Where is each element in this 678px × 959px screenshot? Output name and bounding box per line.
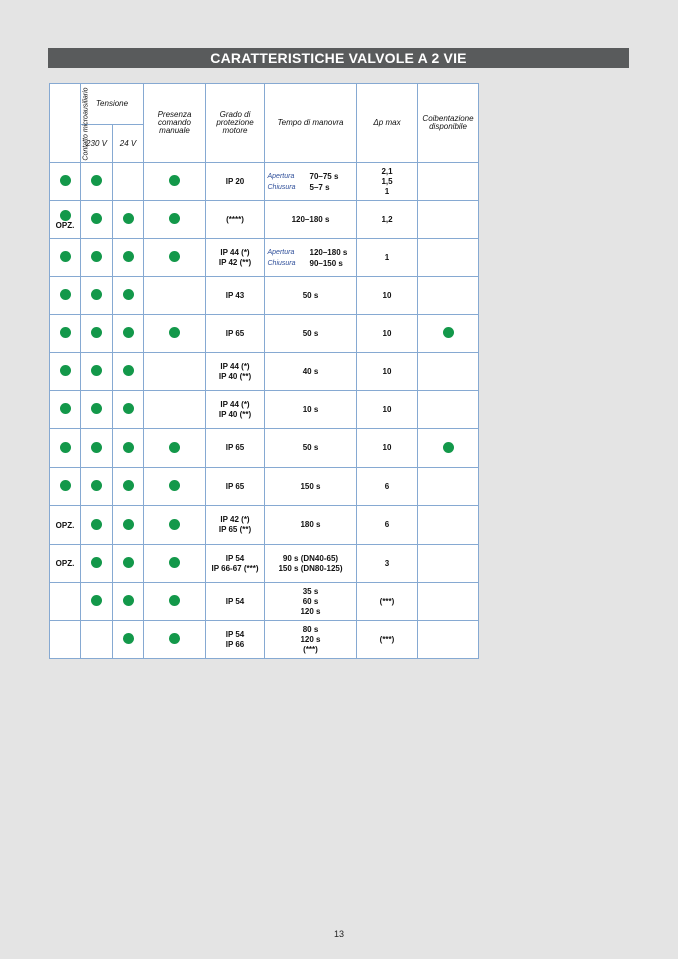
cell-24v (113, 239, 144, 277)
cell-insulation (418, 315, 479, 353)
ip-values (206, 362, 264, 382)
cell-time (265, 506, 357, 545)
cell-230v (81, 429, 113, 468)
cell-insulation (418, 239, 479, 277)
dp-value: (***) (379, 634, 395, 644)
feature-dot (91, 365, 102, 376)
time-value: 40 s (302, 366, 319, 376)
page-number: 13 (333, 929, 344, 939)
ip-value: IP 43 (225, 290, 245, 300)
cell-230v (81, 163, 113, 201)
time-values (265, 405, 356, 415)
ip-values (206, 291, 264, 301)
cell-24v (113, 201, 144, 239)
header-microswitch (50, 84, 90, 163)
cell-time (265, 468, 357, 506)
time-values (265, 520, 356, 530)
closing-time: 5–7 s (309, 182, 330, 192)
opening-label: Apertura (267, 248, 295, 256)
header-230v: 230 V (81, 125, 113, 163)
cell-24v (113, 353, 144, 391)
feature-dot (91, 289, 102, 300)
cell-insulation (418, 277, 479, 315)
ip-value: (****) (226, 214, 244, 224)
cell-microswitch (50, 277, 81, 315)
feature-dot (60, 289, 71, 300)
ip-value: IP 54 (225, 553, 245, 563)
cell-microswitch (50, 353, 81, 391)
time-values (265, 587, 356, 617)
ip-value: IP 42 (**) (218, 257, 252, 267)
header-insulation: Coibentazione disponibile (418, 84, 479, 163)
cell-24v (113, 163, 144, 201)
dp-values (357, 443, 417, 453)
cell-ip (206, 506, 265, 545)
cell-ip (206, 583, 265, 621)
dp-value: 6 (384, 481, 390, 491)
dp-value: 10 (382, 290, 392, 300)
dp-values (357, 559, 417, 569)
ip-value: IP 44 (*) (220, 399, 250, 409)
time-value: 60 s (302, 596, 319, 606)
cell-230v (81, 353, 113, 391)
dp-values (357, 367, 417, 377)
feature-dot (443, 442, 454, 453)
microswitch-option (50, 210, 80, 230)
dp-values (357, 167, 417, 197)
cell-230v (81, 277, 113, 315)
dp-value: 6 (384, 520, 390, 529)
feature-dot (123, 213, 134, 224)
time-value: 120–180 s (291, 214, 330, 224)
closing-time: 90–150 s (309, 258, 343, 268)
table-row (50, 391, 479, 429)
ip-value: IP 40 (**) (218, 409, 252, 419)
table-row (50, 315, 479, 353)
table-row (50, 353, 479, 391)
dp-value: 10 (382, 443, 392, 452)
ip-value: IP 42 (*) (220, 515, 250, 524)
cell-microswitch (50, 545, 81, 583)
cell-manual (144, 468, 206, 506)
cell-insulation (418, 583, 479, 621)
feature-dot (60, 175, 71, 186)
feature-dot (91, 595, 102, 606)
ip-values (206, 329, 264, 339)
feature-dot (123, 595, 134, 606)
ip-value: IP 65 (225, 328, 245, 338)
cell-dp (357, 315, 418, 353)
opening-time: 120–180 s (309, 247, 348, 257)
feature-dot (91, 403, 102, 414)
ip-values (206, 177, 264, 187)
ip-value: IP 65 (**) (218, 525, 252, 534)
ip-value: IP 54 (225, 629, 245, 639)
feature-dot (91, 213, 102, 224)
cell-24v (113, 506, 144, 545)
table-row (50, 545, 479, 583)
cell-24v (113, 468, 144, 506)
valve-spec-table (49, 83, 479, 659)
cell-230v (81, 391, 113, 429)
feature-dot (91, 327, 102, 338)
cell-insulation (418, 506, 479, 545)
cell-insulation (418, 353, 479, 391)
time-values (265, 215, 356, 225)
feature-dot (123, 633, 134, 644)
table-body (50, 163, 479, 659)
feature-dot (123, 365, 134, 376)
feature-dot (169, 519, 180, 530)
feature-dot (123, 480, 134, 491)
dp-value: 3 (384, 558, 390, 568)
table-row (50, 201, 479, 239)
dp-value: 1,5 (381, 176, 393, 186)
dp-value: 10 (382, 404, 392, 414)
feature-dot (169, 595, 180, 606)
time-value: 120 s (300, 634, 321, 644)
time-values (265, 482, 356, 492)
page-title: CARATTERISTICHE VALVOLE A 2 VIE (48, 48, 629, 68)
cell-manual (144, 391, 206, 429)
table-row (50, 429, 479, 468)
cell-microswitch (50, 506, 81, 545)
header-tension: Tensione (81, 84, 144, 125)
cell-time (265, 201, 357, 239)
feature-dot (91, 557, 102, 568)
cell-manual (144, 621, 206, 659)
feature-dot (169, 442, 180, 453)
cell-microswitch (50, 163, 81, 201)
table-row (50, 506, 479, 545)
dp-value: 1,2 (381, 214, 393, 224)
ip-value: IP 66 (225, 639, 245, 649)
cell-230v (81, 239, 113, 277)
cell-microswitch (50, 621, 81, 659)
cell-ip (206, 391, 265, 429)
ip-value: IP 40 (**) (218, 371, 252, 381)
ip-value: IP 65 (225, 481, 245, 491)
cell-microswitch (50, 429, 81, 468)
feature-dot (91, 442, 102, 453)
cell-ip (206, 353, 265, 391)
cell-230v (81, 506, 113, 545)
cell-insulation (418, 391, 479, 429)
cell-microswitch (50, 239, 81, 277)
feature-dot (169, 175, 180, 186)
ip-value: IP 44 (*) (220, 247, 250, 257)
cell-manual (144, 163, 206, 201)
cell-time (265, 583, 357, 621)
time-values (265, 554, 356, 574)
cell-microswitch (50, 468, 81, 506)
cell-dp (357, 429, 418, 468)
cell-ip (206, 315, 265, 353)
cell-microswitch (50, 583, 81, 621)
time-values (265, 443, 356, 453)
dp-values (357, 291, 417, 301)
feature-dot (123, 327, 134, 338)
cell-dp (357, 468, 418, 506)
feature-dot (169, 251, 180, 262)
cell-dp (357, 583, 418, 621)
cell-dp (357, 163, 418, 201)
ip-value: IP 44 (*) (220, 361, 250, 371)
feature-dot (169, 213, 180, 224)
feature-dot (169, 480, 180, 491)
feature-dot (123, 289, 134, 300)
opening-time: 70–75 s (309, 171, 339, 181)
feature-dot (443, 327, 454, 338)
cell-24v (113, 583, 144, 621)
dp-values (357, 520, 417, 530)
cell-insulation (418, 163, 479, 201)
cell-ip (206, 239, 265, 277)
header-ip: Grado di protezione motore (206, 84, 265, 163)
cell-insulation (418, 468, 479, 506)
open-close-times (268, 248, 354, 268)
cell-insulation (418, 429, 479, 468)
time-value: 35 s (302, 586, 319, 596)
ip-values (206, 215, 264, 225)
table-row (50, 583, 479, 621)
header-manual: Presenza comando manuale (144, 84, 206, 163)
feature-dot (60, 365, 71, 376)
dp-value: 1 (384, 186, 390, 196)
cell-dp (357, 545, 418, 583)
cell-time (265, 391, 357, 429)
cell-dp (357, 353, 418, 391)
cell-ip (206, 621, 265, 659)
feature-dot (91, 251, 102, 262)
cell-230v (81, 315, 113, 353)
closing-label: Chiusura (267, 259, 296, 267)
time-value: 80 s (302, 624, 319, 634)
time-value: 90 s (DN40-65) (282, 553, 339, 563)
cell-time (265, 277, 357, 315)
cell-microswitch (50, 391, 81, 429)
time-values (265, 329, 356, 339)
header-microswitch-label: Contatto microausiliario (82, 86, 90, 161)
cell-insulation (418, 545, 479, 583)
cell-dp (357, 391, 418, 429)
header-row (50, 84, 479, 125)
opz-label: OPZ. (55, 520, 75, 530)
cell-ip (206, 545, 265, 583)
cell-dp (357, 239, 418, 277)
ip-value: IP 20 (225, 176, 245, 186)
feature-dot (60, 480, 71, 491)
feature-dot (169, 557, 180, 568)
dp-values (357, 215, 417, 225)
dp-values (357, 635, 417, 645)
cell-230v (81, 583, 113, 621)
dp-value: 1 (384, 252, 390, 262)
table-row (50, 163, 479, 201)
table-row (50, 277, 479, 315)
feature-dot (91, 519, 102, 530)
cell-time (265, 163, 357, 201)
time-values (265, 291, 356, 301)
cell-time (265, 353, 357, 391)
time-value: 10 s (302, 404, 319, 414)
ip-values (206, 597, 264, 607)
cell-230v (81, 201, 113, 239)
table-row (50, 468, 479, 506)
feature-dot (91, 175, 102, 186)
ip-value: IP 66-67 (***) (211, 563, 259, 573)
cell-24v (113, 621, 144, 659)
ip-values (206, 443, 264, 453)
feature-dot (123, 403, 134, 414)
dp-value: 2,1 (381, 166, 393, 176)
cell-manual (144, 239, 206, 277)
cell-manual (144, 583, 206, 621)
cell-manual (144, 545, 206, 583)
cell-ip (206, 429, 265, 468)
feature-dot (169, 633, 180, 644)
table-row (50, 239, 479, 277)
cell-24v (113, 277, 144, 315)
time-values (265, 367, 356, 377)
cell-230v (81, 545, 113, 583)
feature-dot (60, 442, 71, 453)
open-close-times (268, 172, 354, 192)
cell-24v (113, 545, 144, 583)
header-dp: Δp max (357, 84, 418, 163)
ip-values (206, 554, 264, 574)
header-time: Tempo di manovra (265, 84, 357, 163)
ip-values (206, 400, 264, 420)
dp-value: 10 (382, 328, 392, 338)
cell-insulation (418, 621, 479, 659)
cell-230v (81, 621, 113, 659)
cell-230v (81, 468, 113, 506)
time-value: 150 s (300, 481, 321, 491)
opz-label: OPZ. (55, 220, 75, 230)
cell-time (265, 621, 357, 659)
feature-dot (60, 210, 71, 221)
feature-dot (123, 251, 134, 262)
cell-manual (144, 315, 206, 353)
feature-dot (123, 557, 134, 568)
cell-manual (144, 506, 206, 545)
feature-dot (60, 251, 71, 262)
feature-dot (123, 519, 134, 530)
cell-24v (113, 391, 144, 429)
feature-dot (123, 442, 134, 453)
time-value: 50 s (302, 290, 319, 300)
cell-manual (144, 277, 206, 315)
cell-dp (357, 277, 418, 315)
cell-dp (357, 201, 418, 239)
feature-dot (60, 403, 71, 414)
cell-dp (357, 621, 418, 659)
cell-manual (144, 429, 206, 468)
time-value: 120 s (300, 606, 321, 616)
cell-ip (206, 468, 265, 506)
cell-24v (113, 315, 144, 353)
opening-label: Apertura (267, 172, 295, 180)
dp-value: 10 (382, 366, 392, 376)
table-row (50, 621, 479, 659)
cell-time (265, 545, 357, 583)
cell-time (265, 239, 357, 277)
dp-values (357, 329, 417, 339)
cell-microswitch (50, 201, 81, 239)
cell-microswitch (50, 315, 81, 353)
cell-manual (144, 201, 206, 239)
dp-values (357, 482, 417, 492)
time-value: 50 s (302, 328, 319, 338)
ip-values (206, 248, 264, 268)
header-24v: 24 V (113, 125, 144, 163)
ip-value: IP 65 (225, 443, 245, 452)
cell-time (265, 429, 357, 468)
cell-ip (206, 201, 265, 239)
cell-dp (357, 506, 418, 545)
ip-values (206, 515, 264, 535)
opz-label: OPZ. (55, 559, 75, 568)
cell-24v (113, 429, 144, 468)
ip-value: IP 54 (225, 596, 245, 606)
feature-dot (169, 327, 180, 338)
time-value: (***) (303, 644, 318, 654)
time-values (265, 625, 356, 655)
dp-values (357, 597, 417, 607)
ip-values (206, 482, 264, 492)
dp-values (357, 405, 417, 415)
time-value: 180 s (300, 520, 321, 529)
feature-dot (91, 480, 102, 491)
cell-insulation (418, 201, 479, 239)
dp-value: (***) (379, 596, 395, 606)
dp-values (357, 253, 417, 263)
time-value: 150 s (DN80-125) (278, 563, 343, 573)
ip-values (206, 630, 264, 650)
cell-ip (206, 277, 265, 315)
closing-label: Chiusura (267, 183, 296, 191)
cell-time (265, 315, 357, 353)
cell-ip (206, 163, 265, 201)
cell-manual (144, 353, 206, 391)
feature-dot (60, 327, 71, 338)
time-value: 50 s (302, 443, 319, 452)
